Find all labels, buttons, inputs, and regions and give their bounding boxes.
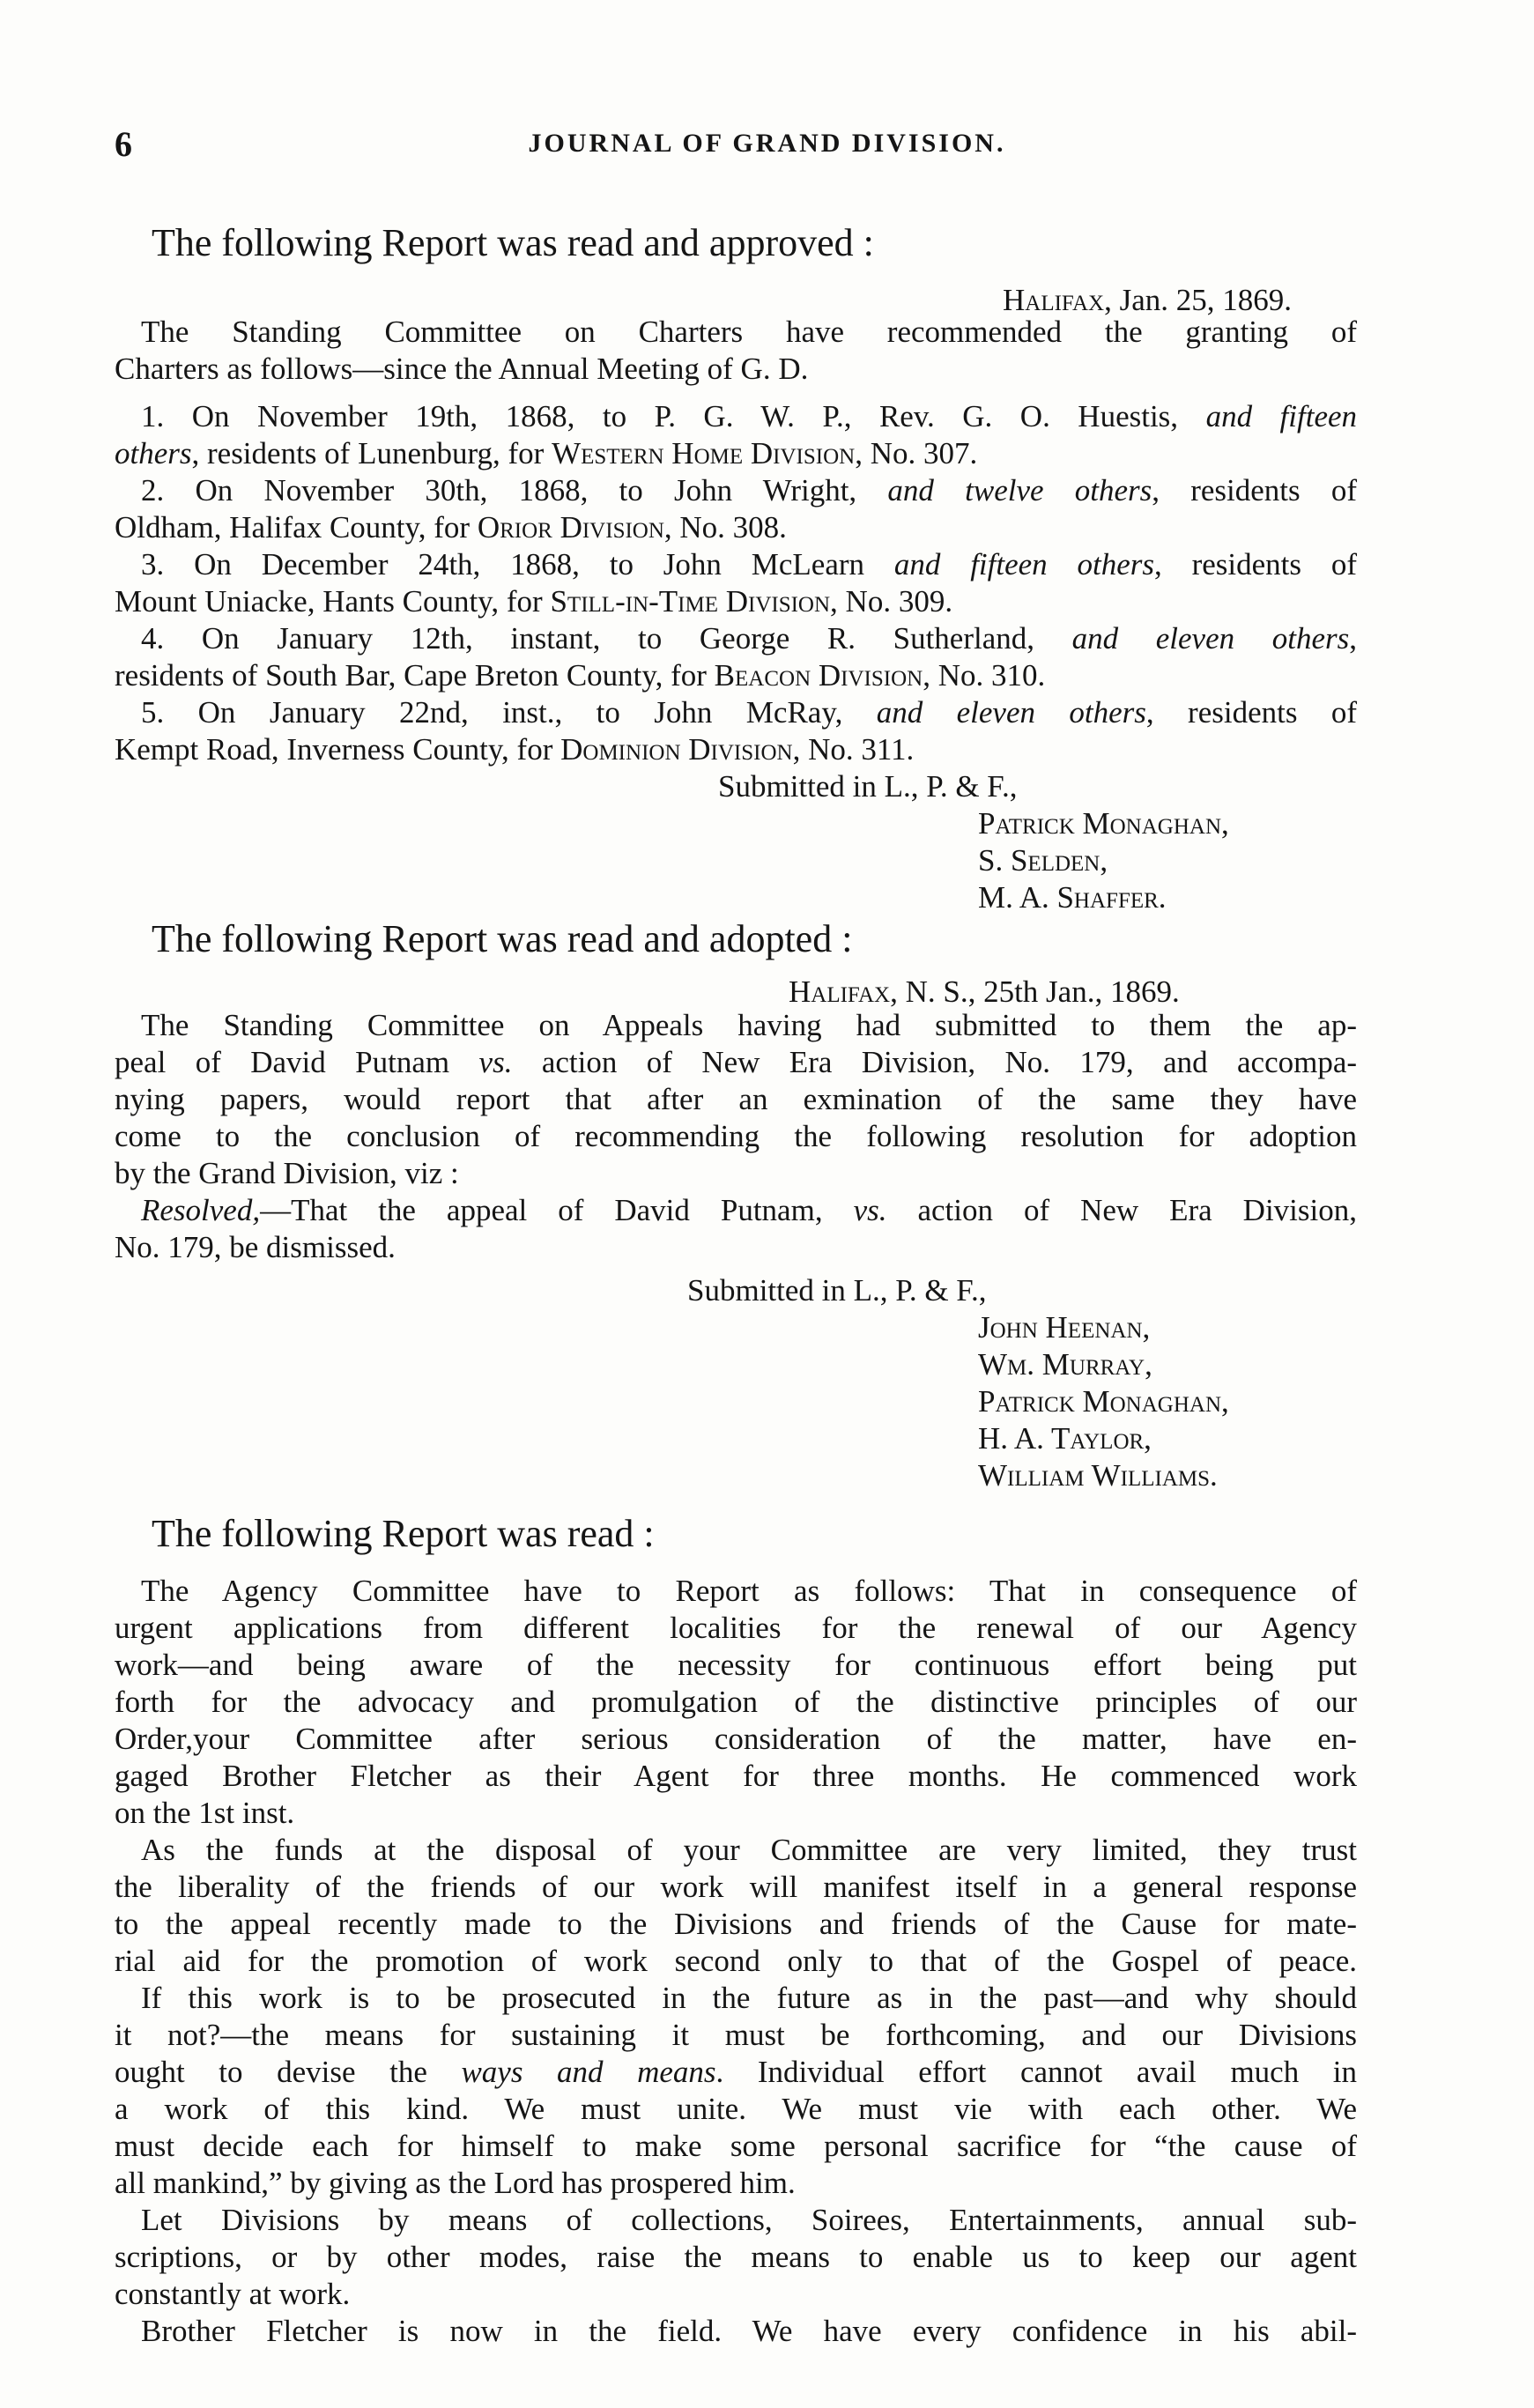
report3-line: the liberality of the friends of our work will manifest itself in a general response: [115, 1870, 1357, 1904]
report3-line: constantly at work.: [115, 2277, 351, 2311]
report3-line: Brother Fletcher is now in the field. We have every confidence in his abil-: [141, 2314, 1357, 2348]
report3-line: work—and being aware of the necessity for continuous effort being put: [115, 1648, 1357, 1682]
report2-dateline: Halifax, N. S., 25th Jan., 1869.: [789, 974, 1180, 1009]
report3-line: must decide each for himself to make some personal sacrifice for “the cause of: [115, 2129, 1357, 2163]
report1-intro-line: Charters as follows—since the Annual Meeting of G. D.: [115, 352, 809, 386]
report3-line: a work of this kind. We must unite. We must vie with each other. We: [115, 2092, 1357, 2126]
resolution-line: Resolved,—That the appeal of David Putnam, vs. action of New Era Division,: [141, 1193, 1358, 1227]
report2-body-line: nying papers, would report that after an exmination of the same they have: [115, 1082, 1357, 1116]
report2-body-line: come to the conclusion of recommending the following resolution for adoption: [115, 1119, 1357, 1153]
report3-heading: The following Report was read :: [152, 1512, 655, 1555]
report3-line: gaged Brother Fletcher as their Agent for three months. He commenced work: [115, 1759, 1357, 1793]
charter-item-4-cont: residents of South Bar, Cape Breton County, for Beacon Division, No. 310.: [115, 658, 1046, 693]
report3-line: all mankind,” by giving as the Lord has prospered him.: [115, 2166, 796, 2200]
charter-item-4: 4. On January 12th, instant, to George R. Sutherland, and eleven others,: [141, 621, 1357, 656]
report3-line: it not?—the means for sustaining it must be forthcoming, and our Divisions: [115, 2018, 1357, 2052]
report1-submitted: Submitted in L., P. & F.,: [718, 769, 1018, 804]
report3-line: on the 1st inst.: [115, 1796, 295, 1830]
charter-item-1-cont: others, residents of Lunenburg, for Western Home Division, No. 307.: [115, 436, 978, 470]
report1-signer: M. A. Shaffer.: [978, 880, 1167, 915]
report3-line: As the funds at the disposal of your Committee are very limited, they trust: [141, 1833, 1357, 1867]
report1-signer: S. Selden,: [978, 843, 1108, 878]
page-number: 6: [115, 124, 132, 164]
charter-item-3: 3. On December 24th, 1868, to John McLearn and fifteen others, residents of: [141, 547, 1357, 582]
report2-body-line: peal of David Putnam vs. action of New Era Division, No. 179, and accompa-: [115, 1045, 1358, 1079]
report3-line: Let Divisions by means of collections, Soirees, Entertainments, annual sub-: [141, 2203, 1357, 2237]
report2-signer: John Heenan,: [978, 1310, 1151, 1345]
report3-line: If this work is to be prosecuted in the future as in the past—and why should: [141, 1981, 1357, 2015]
report2-signer: Wm. Murray,: [978, 1347, 1152, 1382]
report1-heading: The following Report was read and approved :: [152, 221, 874, 264]
charter-item-5-cont: Kempt Road, Inverness County, for Dominion Division, No. 311.: [115, 732, 915, 767]
report1-intro-line: The Standing Committee on Charters have recommended the granting of: [141, 315, 1357, 349]
report3-line: forth for the advocacy and promulgation of the distinctive principles of our: [115, 1685, 1357, 1719]
charter-item-2: 2. On November 30th, 1868, to John Wright, and twelve others, residents of: [141, 473, 1357, 508]
report3-line: to the appeal recently made to the Divisions and friends of the Cause for mate-: [115, 1907, 1357, 1941]
running-head: JOURNAL OF GRAND DIVISION.: [528, 129, 1006, 158]
report2-signer: H. A. Taylor,: [978, 1421, 1152, 1456]
report2-body-line: by the Grand Division, viz :: [115, 1156, 459, 1190]
report2-signer: Patrick Monaghan,: [978, 1384, 1229, 1419]
resolution-line: No. 179, be dismissed.: [115, 1230, 396, 1264]
charter-item-2-cont: Oldham, Halifax County, for Orior Division, No. 308.: [115, 510, 787, 545]
charter-item-5: 5. On January 22nd, inst., to John McRay, and eleven others, residents of: [141, 695, 1358, 730]
report2-submitted: Submitted in L., P. & F.,: [687, 1273, 987, 1308]
report2-signer: William Williams.: [978, 1458, 1218, 1493]
charter-item-3-cont: Mount Uniacke, Hants County, for Still-in-Time Division, No. 309.: [115, 584, 953, 619]
report3-line: The Agency Committee have to Report as follows: That in consequence of: [141, 1574, 1357, 1608]
report3-line: scriptions, or by other modes, raise the means to enable us to keep our agent: [115, 2240, 1357, 2274]
charter-item-1: 1. On November 19th, 1868, to P. G. W. P., Rev. G. O. Huestis, and fifteen: [141, 399, 1358, 433]
report3-line: ought to devise the ways and means. Individual effort cannot avail much in: [115, 2055, 1357, 2089]
report1-dateline: Halifax, Jan. 25, 1869.: [1003, 283, 1292, 317]
report1-signer: Patrick Monaghan,: [978, 806, 1229, 841]
report3-line: Order,your Committee after serious consideration of the matter, have en-: [115, 1722, 1357, 1756]
report2-heading: The following Report was read and adopted :: [152, 917, 853, 960]
report3-line: rial aid for the promotion of work second only to that of the Gospel of peace.: [115, 1944, 1357, 1978]
report3-line: urgent applications from different localities for the renewal of our Agency: [115, 1611, 1357, 1645]
report2-body-line: The Standing Committee on Appeals having had submitted to them the ap-: [141, 1008, 1357, 1042]
